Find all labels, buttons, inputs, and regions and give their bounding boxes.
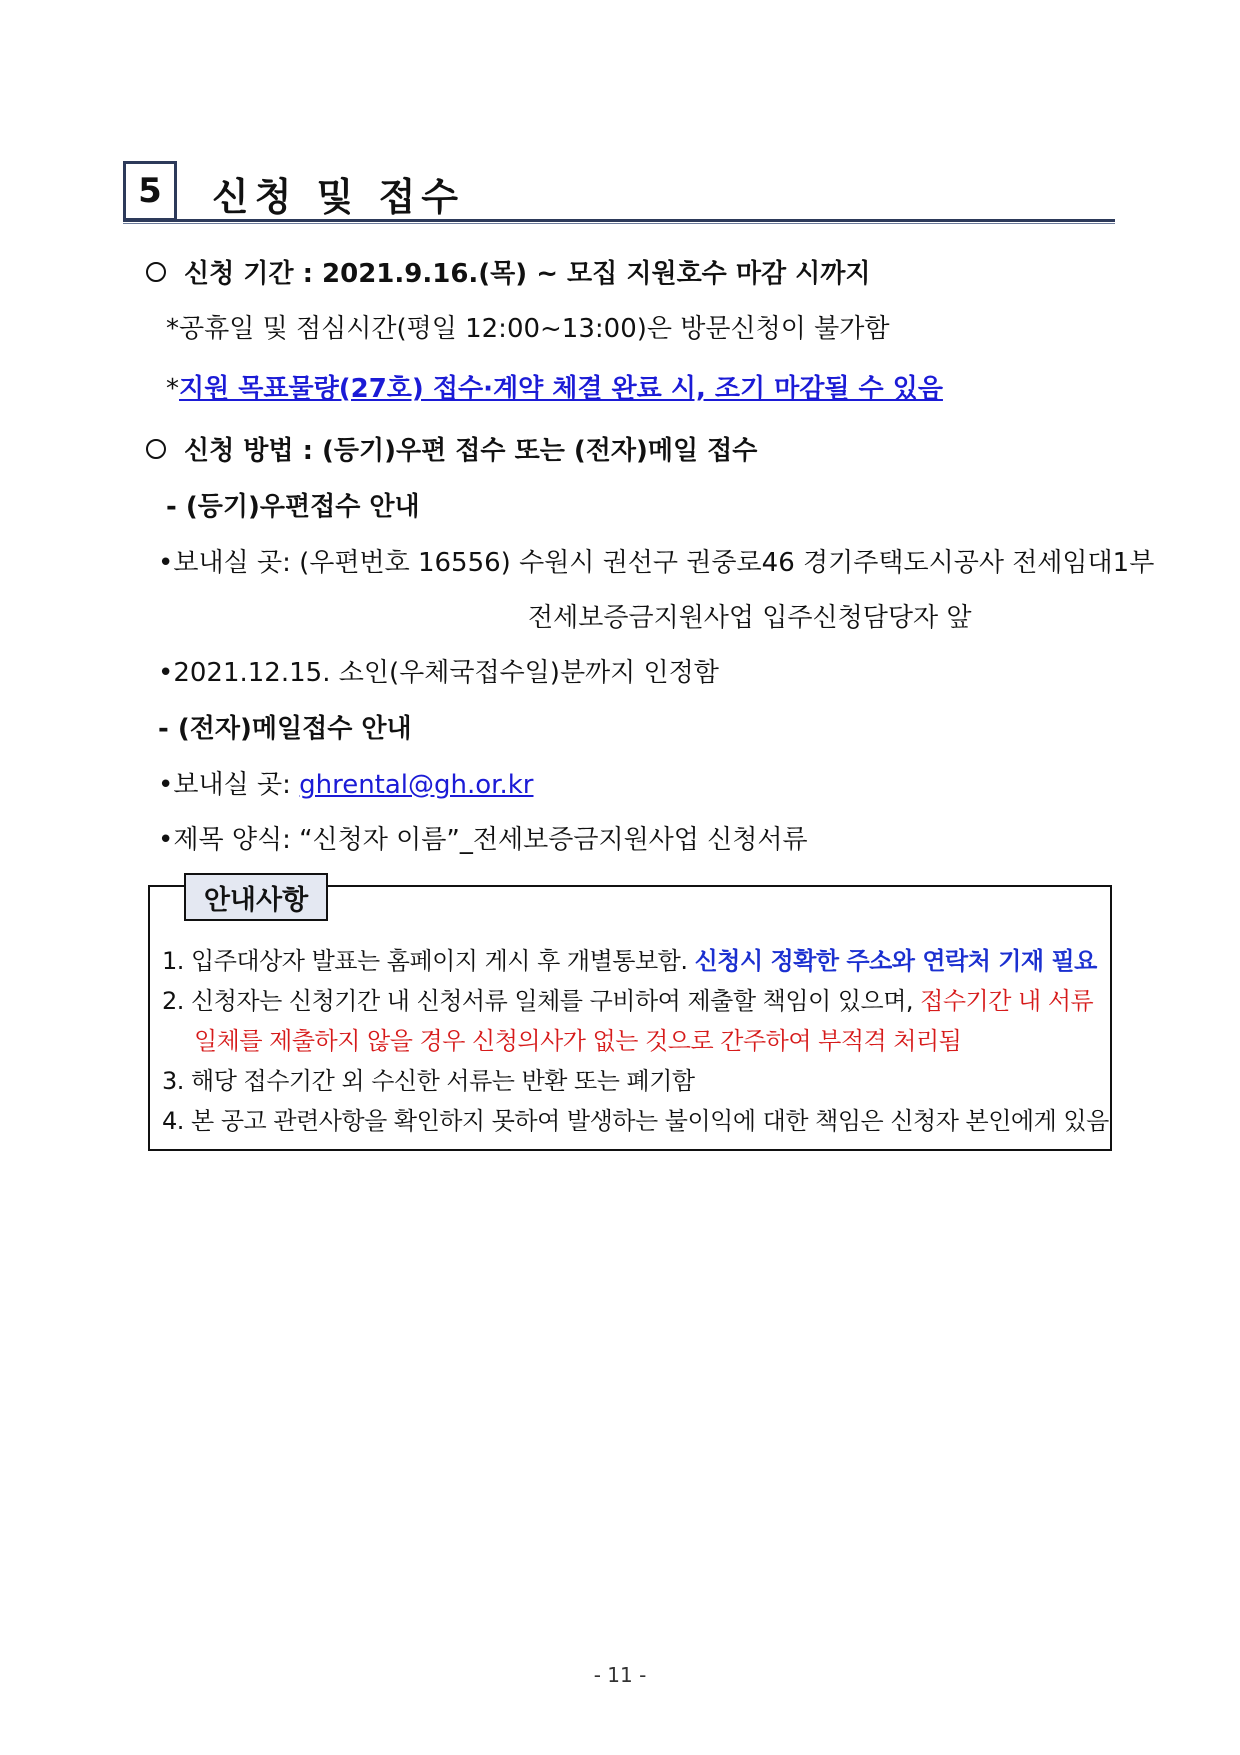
postal-address-line1: •보내실 곳: (우편번호 16556) 수원시 권선구 권중로46 경기주택도시공사 전세임대1부 xyxy=(158,548,1155,578)
notice-item-2-text: 2. 신청자는 신청기간 내 신청서류 일체를 구비하여 제출할 책임이 있으며, xyxy=(162,987,921,1015)
notice-item-1-emphasis: 신청시 정확한 주소와 연락처 기재 필요 xyxy=(694,947,1097,975)
period-note-2 xyxy=(166,368,943,405)
notice-item-3: 3. 해당 접수기간 외 수신한 서류는 반환 또는 폐기함 xyxy=(162,1067,695,1095)
notice-item-2-emphasis: 접수기간 내 서류 xyxy=(920,987,1094,1015)
notice-tag-label: 안내사항 xyxy=(203,884,309,916)
page-number: - 11 - xyxy=(593,1663,647,1687)
email-heading: - (전자)메일접수 안내 xyxy=(158,714,412,744)
method-label: 신청 방법 : (등기)우편 접수 또는 (전자)메일 접수 xyxy=(184,436,758,466)
email-address-link[interactable]: ghrental@gh.or.kr xyxy=(299,770,534,800)
notice-item-2-continued: 일체를 제출하지 않을 경우 신청의사가 없는 것으로 간주하여 부적격 처리됨 xyxy=(194,1027,962,1055)
section-number: 5 xyxy=(138,171,162,211)
postal-deadline: •2021.12.15. 소인(우체국접수일)분까지 인정함 xyxy=(158,658,719,688)
circle-bullet-icon xyxy=(146,262,166,282)
method-row xyxy=(146,430,757,467)
period-label: 신청 기간 : 2021.9.16.(목) ~ 모집 지원호수 마감 시까지 xyxy=(184,259,871,289)
section-rule xyxy=(123,219,1115,222)
postal-address-line2: 전세보증금지원사업 입주신청담당자 앞 xyxy=(528,603,972,633)
postal-heading: - (등기)우편접수 안내 xyxy=(166,492,420,522)
notice-item-4: 4. 본 공고 관련사항을 확인하지 못하여 발생하는 불이익에 대한 책임은 신청자 본인에게 있음 xyxy=(162,1107,1109,1135)
section-title: 신청 및 접수 xyxy=(212,175,464,219)
period-row xyxy=(146,253,871,290)
section-rule-thin xyxy=(123,223,1115,224)
circle-bullet-icon xyxy=(146,439,166,459)
early-closing-notice: 지원 목표물량(27호) 접수·계약 체결 완료 시, 조기 마감될 수 있음 xyxy=(179,374,943,404)
period-note-1: *공휴일 및 점심시간(평일 12:00~13:00)은 방문신청이 불가함 xyxy=(166,314,890,344)
note-asterisk: * xyxy=(166,374,179,404)
notice-item-2 xyxy=(162,981,1093,1016)
notice-tag xyxy=(184,873,328,921)
section-number-box xyxy=(123,161,177,221)
notice-item-1 xyxy=(162,941,1097,976)
email-send-to xyxy=(158,764,534,801)
notice-item-1-text: 1. 입주대상자 발표는 홈페이지 게시 후 개별통보함. xyxy=(162,947,695,975)
email-send-to-label: •보내실 곳: xyxy=(158,770,300,800)
email-subject-format: •제목 양식: “신청자 이름”_전세보증금지원사업 신청서류 xyxy=(158,825,808,855)
